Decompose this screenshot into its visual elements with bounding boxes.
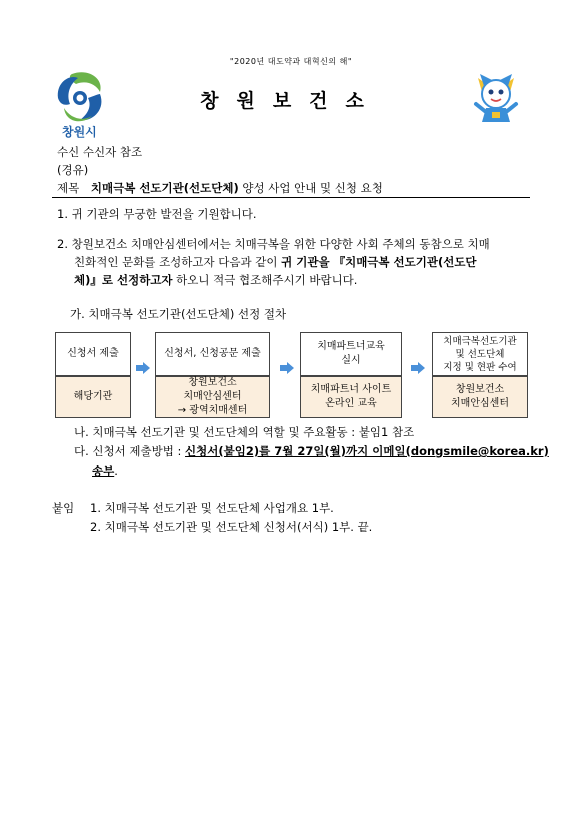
attachment-1: 1. 치매극복 선도기관 및 선도단체 사업개요 1부. xyxy=(90,501,334,515)
subitem-da-send: 송부 xyxy=(92,464,115,478)
paragraph-2-emphasis: 귀 기관을 『치매극복 선도기관(선도단 xyxy=(281,255,477,269)
flow-step-3-top: 치매파트너교육 실시 xyxy=(300,332,402,376)
recipient-line: 수신 수신자 참조 xyxy=(57,145,143,159)
subject-label: 제목 xyxy=(57,181,80,195)
flow-step-1-bottom: 해당기관 xyxy=(55,376,131,418)
flow-step-1-top: 신청서 제출 xyxy=(55,332,131,376)
paragraph-2-line-2 xyxy=(74,254,477,271)
flow-step-2-bottom: 창원보건소 치매안심센터 → 광역치매센터 xyxy=(155,376,270,418)
city-name: 창원시 xyxy=(62,125,97,139)
attachments-label: 붙임 xyxy=(52,501,75,515)
paragraph-2-emphasis-cont: 체)』로 선정하고자 xyxy=(74,273,173,287)
mascot-icon xyxy=(468,68,524,126)
paragraph-2-text: 친화적인 문화를 조성하고자 다음과 같이 xyxy=(74,255,282,269)
subitem-da xyxy=(74,443,549,460)
via-line: (경유) xyxy=(57,163,89,177)
subject-divider xyxy=(52,197,530,198)
paragraph-2-line-3 xyxy=(74,272,357,289)
subject-line xyxy=(57,180,383,197)
flow-step-4-bottom: 창원보건소 치매안심센터 xyxy=(432,376,528,418)
paragraph-2-text-cont: 하오니 적극 협조해주시기 바랍니다. xyxy=(172,273,358,287)
flow-arrow-2-icon xyxy=(280,362,294,374)
attachment-2: 2. 치매극복 선도기관 및 선도단체 신청서(서식) 1부. 끝. xyxy=(90,520,373,534)
subitem-na: 나. 치매극복 선도기관 및 선도단체의 역할 및 주요활동 : 붙임1 참조 xyxy=(74,425,415,439)
flow-arrow-1-icon xyxy=(136,362,150,374)
flow-arrow-3-icon xyxy=(411,362,425,374)
flow-step-4-top: 치매극복선도기관 및 선도단체 지정 및 현판 수여 xyxy=(432,332,528,376)
paragraph-1: 1. 귀 기관의 무궁한 발전을 기원합니다. xyxy=(57,207,257,221)
slogan: "2020년 대도약과 대혁신의 해" xyxy=(229,57,353,66)
flow-step-3-bottom: 치매파트너 사이트 온라인 교육 xyxy=(300,376,402,418)
subject-title-rest: 양성 사업 안내 및 신청 요청 xyxy=(238,181,383,195)
subitem-da-period: . xyxy=(114,464,118,478)
subitem-ga: 가. 치매극복 선도기관(선도단체) 선정 절차 xyxy=(70,307,287,321)
paragraph-2-line-1: 2. 창원보건소 치매안심센터에서는 치매극복을 위한 다양한 사회 주체의 동참으로 치매 xyxy=(57,237,490,251)
subject-title-bold: 치매극복 선도기관(선도단체) xyxy=(90,181,239,195)
subitem-da-cont xyxy=(92,463,118,480)
flow-step-2-top: 신청서, 신청공문 제출 xyxy=(155,332,270,376)
organization-title: 창원보건소 xyxy=(200,90,382,112)
subitem-da-label: 다. 신청서 제출방법 : xyxy=(74,444,186,458)
subitem-da-emphasis: 신청서(붙임2)를 7월 27일(월)까지 이메일(dongsmile@korea.kr) xyxy=(185,444,549,458)
